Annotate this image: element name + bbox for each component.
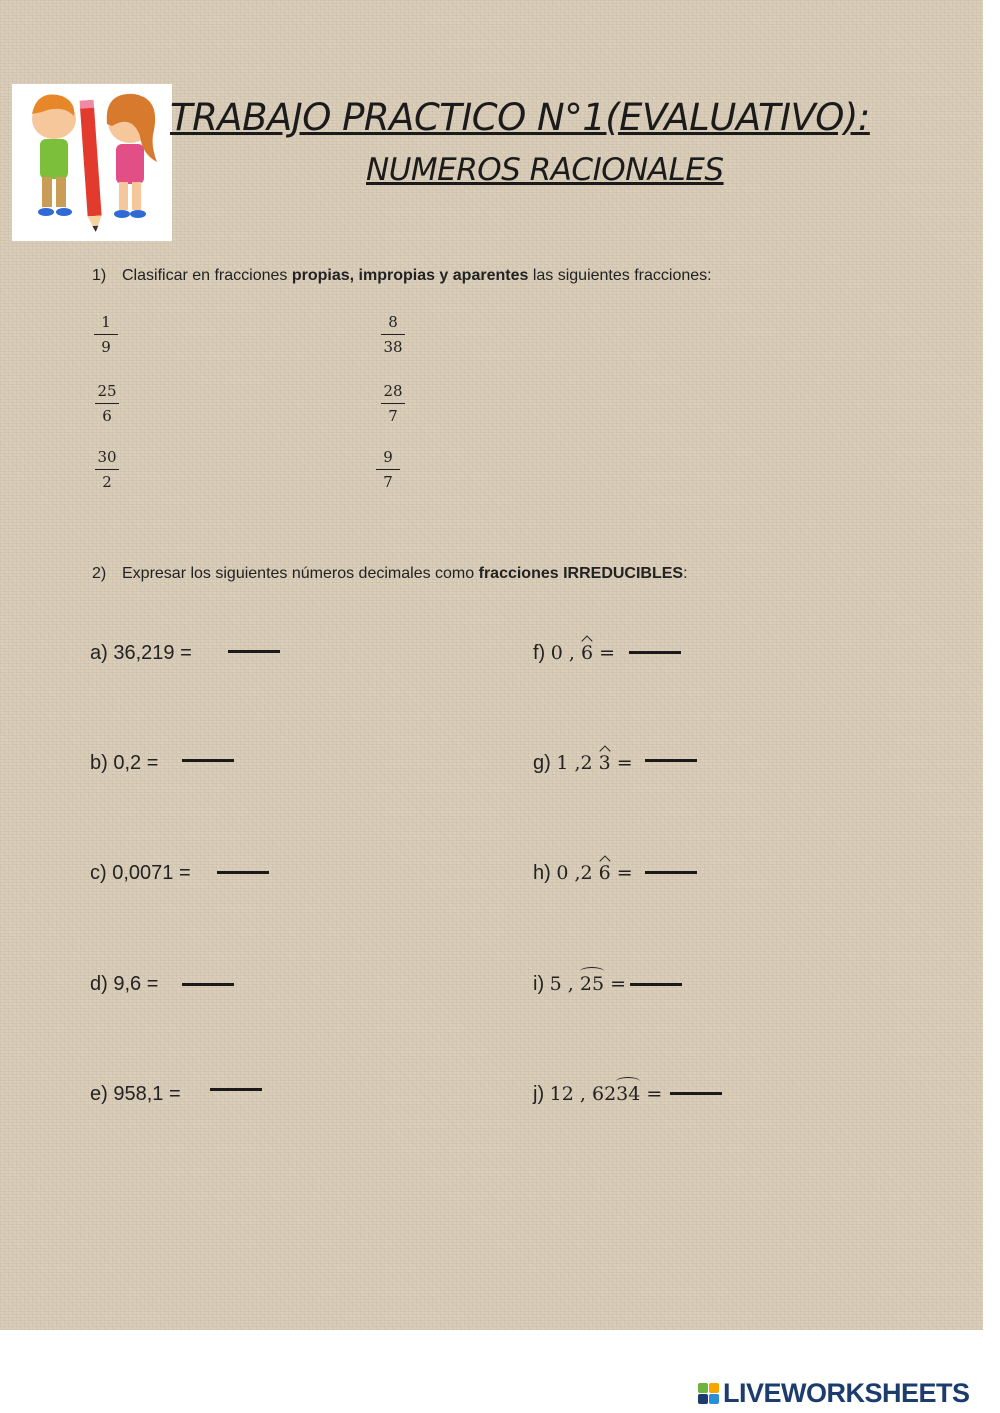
exercise-value: 9,6 = — [113, 973, 159, 995]
page-title: TRABAJO PRACTICO N°1(EVALUATIVO): — [170, 96, 870, 139]
question-2-text-before: Expresar los siguientes números decimales como — [122, 565, 479, 582]
question-2-number: 2) — [92, 565, 107, 582]
liveworksheets-wordmark: LIVEWORKSHEETS — [723, 1377, 970, 1408]
periodic-digits: 6 — [581, 642, 594, 664]
fraction-6 — [376, 447, 400, 492]
exercise-value: 36,219 = — [113, 642, 192, 664]
periodic-plain-digits: 62 — [585, 1083, 617, 1105]
question-1-text-after: las siguientes fracciones: — [528, 267, 712, 284]
fraction-numerator: 28 — [383, 382, 403, 400]
fraction-numerator: 1 — [101, 313, 111, 331]
fraction-bar — [94, 334, 118, 335]
answer-blank-f[interactable] — [629, 651, 681, 654]
exercise-value: 0,0071 = — [112, 862, 191, 884]
fraction-bar — [381, 403, 405, 404]
answer-blank-e[interactable] — [210, 1088, 262, 1091]
periodic-plain-digits: 2 — [580, 752, 599, 774]
exercise-f — [533, 640, 615, 666]
fraction-5 — [95, 447, 119, 492]
exercise-label: h) — [533, 862, 551, 884]
answer-blank-c[interactable] — [217, 871, 269, 874]
liveworksheets-logo[interactable] — [698, 1378, 970, 1408]
periodic-integer-part: 0 , — [550, 642, 575, 664]
answer-blank-h[interactable] — [645, 871, 697, 874]
liveworksheets-mark-icon — [698, 1383, 719, 1404]
periodic-digits: 34 — [616, 1083, 641, 1105]
exercise-g — [533, 750, 633, 776]
fraction-bar — [381, 334, 405, 335]
fraction-denominator: 6 — [102, 407, 112, 425]
exercise-label: f) — [533, 642, 546, 664]
answer-blank-d[interactable] — [182, 983, 234, 986]
logo-square — [709, 1383, 719, 1393]
fraction-numerator: 8 — [388, 313, 398, 331]
exercise-label: j) — [533, 1083, 545, 1105]
exercise-value: 958,1 = — [113, 1083, 181, 1105]
periodic-plain-digits: 2 — [580, 862, 599, 884]
fraction-denominator: 9 — [101, 338, 111, 356]
periodic-integer-part: 12 , — [549, 1083, 586, 1105]
fraction-3 — [95, 381, 119, 426]
periodic-integer-part: 1 , — [556, 752, 581, 774]
fraction-denominator: 7 — [383, 473, 393, 491]
question-2-text-bold: fracciones IRREDUCIBLES — [478, 565, 684, 582]
fraction-4 — [381, 381, 405, 426]
kids-pencil-illustration — [12, 84, 172, 241]
fraction-bar — [95, 403, 119, 404]
question-1 — [92, 267, 712, 285]
exercise-label: b) — [90, 752, 108, 774]
exercise-b — [90, 750, 158, 776]
fraction-denominator: 2 — [102, 473, 112, 491]
fraction-numerator: 9 — [383, 448, 393, 466]
periodic-integer-part: 0 , — [556, 862, 581, 884]
periodic-integer-part: 5 , — [549, 973, 574, 995]
answer-blank-b[interactable] — [182, 759, 234, 762]
answer-blank-j[interactable] — [670, 1092, 722, 1095]
answer-blank-i[interactable] — [630, 983, 682, 986]
answer-blank-a[interactable] — [228, 650, 280, 653]
question-1-text-bold: propias, impropias y aparentes — [291, 267, 529, 284]
logo-square — [698, 1394, 708, 1404]
exercise-label: g) — [533, 752, 551, 774]
exercise-label: a) — [90, 642, 108, 664]
equals-sign: = — [640, 1083, 663, 1105]
equals-sign: = — [593, 642, 616, 664]
exercise-label: c) — [90, 862, 107, 884]
exercise-label: d) — [90, 973, 108, 995]
exercise-i — [533, 971, 626, 997]
logo-square — [709, 1394, 719, 1404]
exercise-d — [90, 971, 158, 997]
exercise-h — [533, 860, 633, 886]
periodic-digits: 6 — [598, 862, 611, 884]
fraction-bar — [95, 469, 119, 470]
question-2 — [92, 565, 688, 583]
fraction-denominator: 38 — [383, 338, 403, 356]
exercise-e — [90, 1081, 181, 1107]
exercise-label: e) — [90, 1083, 108, 1105]
page-subtitle: NUMEROS RACIONALES — [366, 152, 724, 188]
equals-sign: = — [604, 973, 627, 995]
fraction-bar — [376, 469, 400, 470]
fraction-2 — [381, 312, 405, 357]
periodic-digits: 3 — [598, 752, 611, 774]
fraction-numerator: 25 — [97, 382, 117, 400]
logo-square — [698, 1383, 708, 1393]
question-1-text-before: Clasificar en fracciones — [122, 267, 292, 284]
fraction-1 — [94, 312, 118, 357]
exercise-j — [533, 1081, 662, 1107]
exercise-a — [90, 640, 192, 666]
periodic-digits: 25 — [579, 973, 605, 995]
equals-sign: = — [610, 752, 633, 774]
question-2-text-after: : — [683, 565, 688, 582]
fraction-denominator: 7 — [388, 407, 398, 425]
fraction-numerator: 30 — [97, 448, 117, 466]
exercise-c — [90, 860, 191, 886]
equals-sign: = — [610, 862, 633, 884]
exercise-label: i) — [533, 973, 545, 995]
answer-blank-g[interactable] — [645, 759, 697, 762]
question-1-number: 1) — [92, 267, 107, 284]
exercise-value: 0,2 = — [113, 752, 159, 774]
